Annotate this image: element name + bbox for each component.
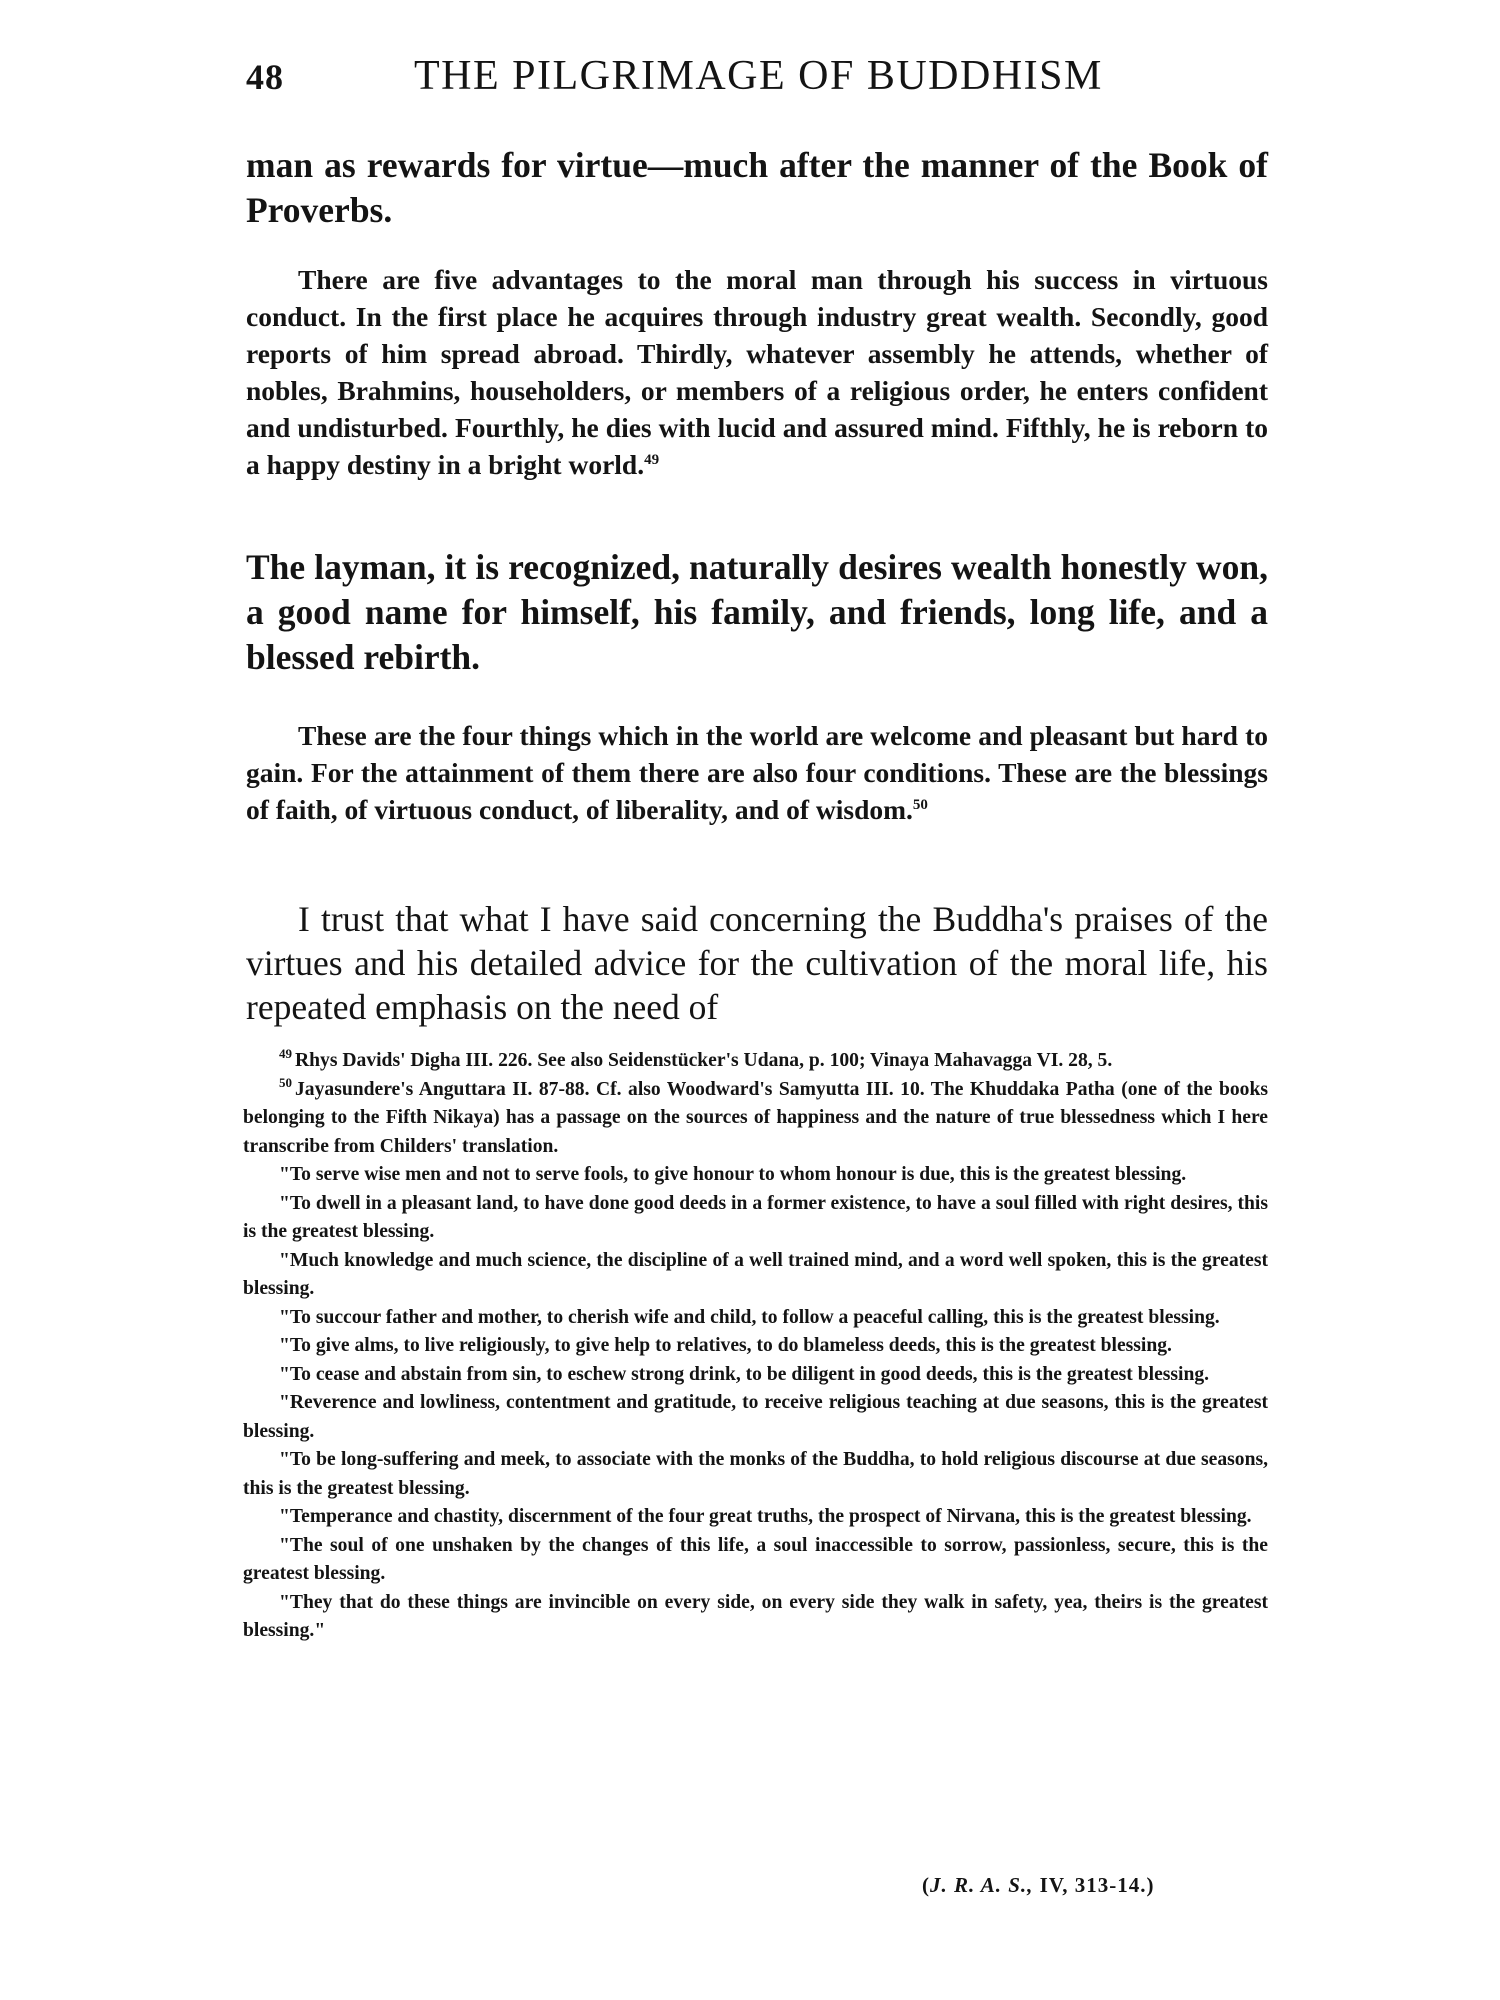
citation-open-paren: ( (922, 1873, 930, 1897)
footnote-49-text: Rhys Davids' Digha III. 226. See also Seidenstücker's Udana, p. 100; Vinaya Mahavagga VI. 28, 5. (295, 1050, 1113, 1071)
footnote-49 (243, 1047, 1268, 1076)
verse-line: "To cease and abstain from sin, to eschew strong drink, to be diligent in good deeds, this is the greatest blessing. (279, 1363, 1210, 1385)
footnote-ref-49: 49 (644, 451, 660, 468)
body-paragraph-3: I trust that what I have said concerning the Buddha's praises of the virtues and his detailed advice for the cultivation of the moral life, his repeated emphasis on the need of (246, 899, 1268, 1027)
verse-line: "They that do these things are invincible on every side, on every side they walk in safety, yea, theirs is the greatest blessing." (243, 1591, 1268, 1641)
verse-line: "To give alms, to live religiously, to give help to relatives, to do blameless deeds, this is the greatest blessing. (279, 1335, 1172, 1356)
verse-line: "To be long-suffering and meek, to associate with the monks of the Buddha, to hold religious discourse at due seasons, this is the greatest blessing. (243, 1449, 1268, 1499)
body-paragraph-2: The layman, it is recognized, naturally desires wealth honestly won, a good name for himself, his family, and friends, long life, and a blessed rebirth. (246, 547, 1268, 677)
verse-line: "Temperance and chastity, discernment of the four great truths, the prospect of Nirvana, this is the greatest blessing. (279, 1506, 1252, 1527)
verse-line: "The soul of one unshaken by the changes of this life, a soul inaccessible to sorrow, passionless, secure, this is the greatest blessing. (243, 1534, 1268, 1584)
verse-line: "Much knowledge and much science, the discipline of a well trained mind, and a word well spoken, this is the greatest blessing. (243, 1249, 1268, 1299)
body-paragraph-1: man as rewards for virtue—much after the manner of the Book of Proverbs. (246, 145, 1268, 230)
footnote-50 (243, 1076, 1268, 1162)
footnote-marker-50: 50 (279, 1074, 292, 1090)
citation (922, 1873, 1155, 1898)
verse-line: "To serve wise men and not to serve fools, to give honour to whom honour is due, this is the greatest blessing. (279, 1164, 1187, 1185)
block-quote-1 (246, 261, 1268, 483)
block-quote-2-text: These are the four things which in the world are welcome and pleasant but hard to gain. For the attainment of them there are also four conditions. These are the blessings of faith, of virtuous conduct, of liberality, and of wisdom. (246, 720, 1268, 825)
footnote-ref-50: 50 (912, 796, 928, 813)
footnote-50-text: Jayasundere's Anguttara II. 87-88. Cf. also Woodward's Samyutta III. 10. The Khuddaka Patha (one of the books belonging to the Fifth Nikaya) has a passage on the sources of happiness and the nature of true blessedness which I here transcribe from Childers' translation. (243, 1078, 1268, 1157)
block-quote-2 (246, 717, 1268, 828)
verse-line: "To succour father and mother, to cherish wife and child, to follow a peaceful calling, this is the greatest blessing. (279, 1306, 1220, 1328)
citation-source: J. R. A. S., (930, 1873, 1034, 1897)
footnote-marker-49: 49 (279, 1046, 292, 1062)
page-number: 48 (246, 57, 284, 97)
citation-reference: IV, 313-14.) (1039, 1873, 1155, 1897)
verse-line: "Reverence and lowliness, contentment and gratitude, to receive religious teaching at due seasons, this is the greatest blessing. (243, 1392, 1268, 1442)
page-header (246, 52, 1266, 112)
verse-line: "To dwell in a pleasant land, to have done good deeds in a former existence, to have a soul filled with right desires, this is the greatest blessing. (243, 1192, 1268, 1242)
block-quote-1-text: There are five advantages to the moral man through his success in virtuous conduct. In the first place he acquires through industry great wealth. Secondly, good reports of him spread abroad. Thirdly, whatever assembly he attends, whether of nobles, Brahmins, householders, or members of a religious order, he enters confident and undisturbed. Fourthly, he dies with lucid and assured mind. Fifthly, he is reborn to a happy destiny in a bright world. (246, 264, 1268, 480)
running-title: THE PILGRIMAGE OF BUDDHISM (414, 53, 1103, 99)
footnotes (243, 1047, 1268, 1646)
